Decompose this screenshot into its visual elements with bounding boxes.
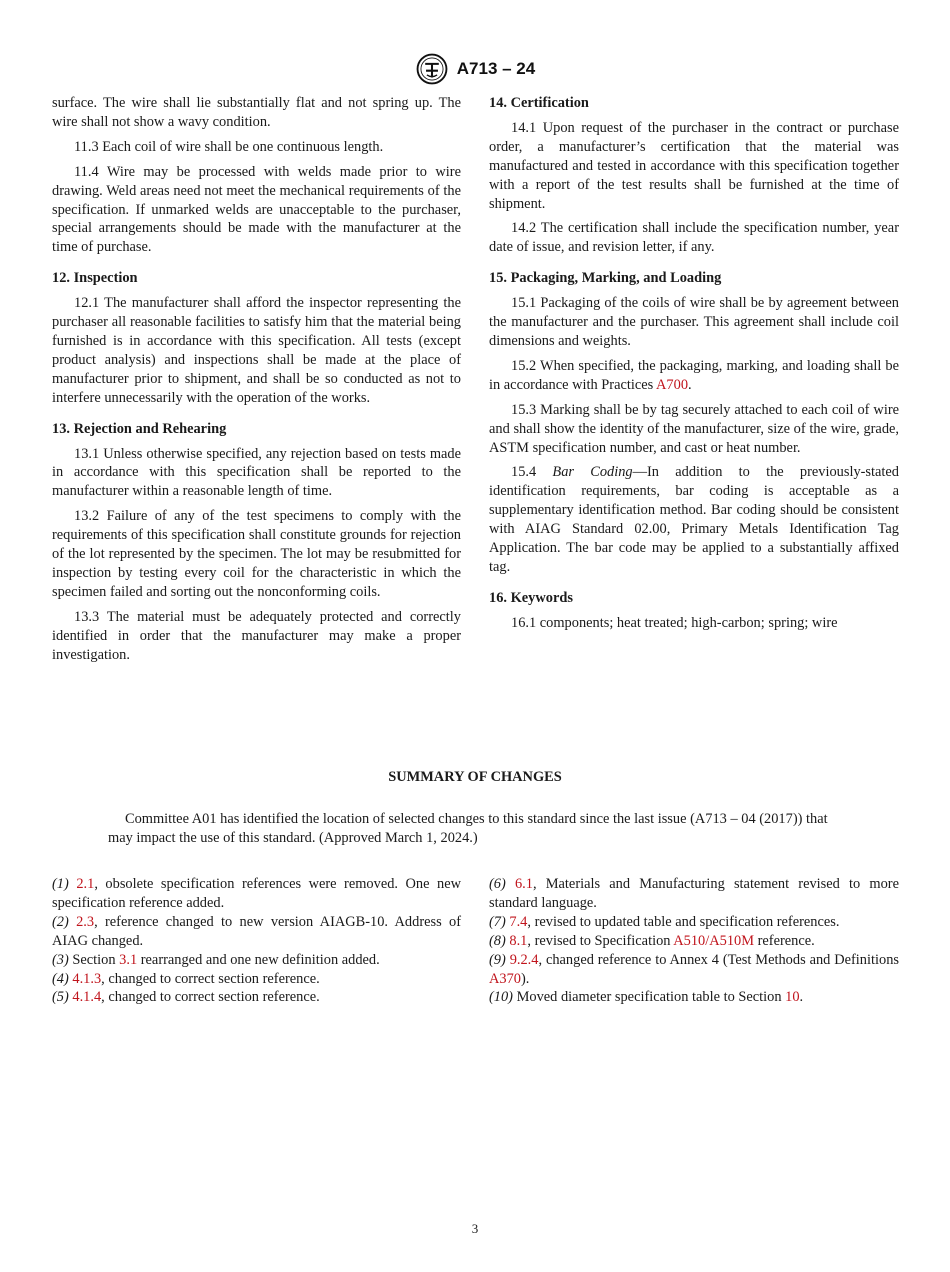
- change-prefix: Section: [68, 951, 120, 968]
- paragraph-13-3: 13.3 The material must be adequately protected and correctly identified in order that the manufacturer may make a proper investigation.: [52, 608, 461, 663]
- change-text: , changed to correct section reference.: [101, 970, 320, 987]
- paragraph-15-4-number: 15.4: [511, 464, 553, 481]
- section-15-heading: 15. Packaging, Marking, and Loading: [489, 270, 722, 287]
- change-item-4: [52, 970, 461, 989]
- change-item-2: [52, 913, 461, 951]
- section-14-heading: 14. Certification: [489, 95, 589, 111]
- change-text-end: reference.: [754, 932, 815, 949]
- paragraph-11-3: 11.3 Each coil of wire shall be one continuous length.: [74, 138, 384, 155]
- change-text-end: ).: [520, 970, 530, 987]
- paragraph-14-2: 14.2 The certification shall include the specification number, year date of issue, and revision letter, if any.: [489, 220, 899, 256]
- change-text: .: [799, 989, 804, 1006]
- link-section-4-1-3[interactable]: 4.1.3: [72, 970, 102, 987]
- paragraph-15-1: 15.1 Packaging of the coils of wire shall be by agreement between the manufacturer and the purchaser. This agreement shall include coil dimensions and weights.: [489, 295, 899, 349]
- change-prefix: Moved diameter specification table to Section: [512, 989, 786, 1006]
- link-section-7-4[interactable]: 7.4: [509, 913, 528, 930]
- change-number: (10): [489, 989, 513, 1006]
- paragraph-13-2: 13.2 Failure of any of the test specimens to comply with the requirements of this specification shall constitute grounds for rejection of the lot represented by the specimen. The lot may be resubmitted for inspection by testing every coil for the characteristic in which the specimen failed and sorting out the nonconforming coils.: [52, 508, 461, 600]
- summary-intro: Committee A01 has identified the location of selected changes to this standard since the last issue (A713 – 04 (2017)) that may impact the use of this standard. (Approved March 1, 2024.): [108, 811, 828, 846]
- change-number: (7): [489, 913, 506, 930]
- change-item-10: [489, 988, 899, 1007]
- summary-of-changes-title: SUMMARY OF CHANGES: [388, 769, 562, 785]
- section-13-heading: 13. Rejection and Rehearing: [52, 420, 227, 437]
- link-a700[interactable]: A700: [656, 376, 689, 393]
- section-12-heading: 12. Inspection: [52, 270, 138, 287]
- change-number: (8): [489, 932, 506, 949]
- change-item-7: [489, 913, 899, 932]
- page-header: [0, 52, 950, 91]
- change-text: , revised to Specification: [527, 932, 674, 949]
- change-item-8: [489, 932, 899, 951]
- change-item-9: [489, 951, 899, 989]
- link-section-6-1[interactable]: 6.1: [514, 876, 533, 892]
- standard-designation: A713 – 24: [456, 59, 536, 78]
- changes-list-right: [489, 875, 899, 1007]
- changes-list-left: [52, 875, 461, 1007]
- change-text: , reference changed to new version AIAGB-10. Address of AIAG changed.: [52, 913, 461, 949]
- link-a510[interactable]: A510/A510M: [673, 932, 755, 949]
- paragraph-12-1: 12.1 The manufacturer shall afford the inspector representing the purchaser all reasonable facilities to satisfy him that the material being furnished is in accordance with this specification. All tests (except product analysis) and inspections shall be made at the place of manufacturer prior to shipment, and shall be so conducted as not to interfere unnecessarily with the operation of the works.: [52, 295, 461, 406]
- paragraph-15-3: 15.3 Marking shall be by tag securely attached to each coil of wire and shall show the identity of the manufacturer, size of the wire, grade, ASTM specification number, and cast or heat number.: [489, 401, 899, 456]
- change-number: (2): [52, 913, 69, 930]
- link-a370[interactable]: A370: [489, 970, 521, 987]
- page-number: 3: [471, 1221, 479, 1236]
- right-column: [489, 94, 899, 639]
- paragraph-11-4: 11.4 Wire may be processed with welds made prior to wire drawing. Weld areas need not meet the mechanical requirements of the specification. If unmarked welds are unacceptable to the purchaser, special arrangements should be made with the manufacturer at the time of purchase.: [52, 163, 461, 256]
- paragraph-16-1: 16.1 components; heat treated; high-carbon; spring; wire: [511, 614, 838, 631]
- paragraph-15-4-text: —In addition to the previously-stated identification requirements, bar coding is acceptable as a supplementary identification method. Bar coding should be consistent with AIAG Standard 02.00, Primary Metals Identification Tag Application. The bar code may be applied to a substantially affixed tag.: [489, 464, 899, 575]
- change-text: , obsolete specification references were removed. One new specification reference added.: [52, 876, 461, 911]
- paragraph-15-4: [489, 463, 899, 576]
- change-text: , changed reference to Annex 4 (Test Methods and Definitions: [538, 951, 899, 968]
- astm-logo-icon: [415, 52, 449, 86]
- change-number: (5): [52, 989, 69, 1006]
- link-section-4-1-4[interactable]: 4.1.4: [72, 989, 102, 1006]
- change-number: (1): [52, 876, 69, 892]
- link-section-10[interactable]: 10: [785, 989, 800, 1006]
- link-section-2-1[interactable]: 2.1: [76, 876, 95, 892]
- change-number: (4): [52, 970, 69, 987]
- change-number: (3): [52, 951, 69, 968]
- link-section-3-1[interactable]: 3.1: [119, 951, 138, 968]
- change-text: , Materials and Manufacturing statement revised to more standard language.: [489, 876, 899, 911]
- paragraph-15-2: [489, 357, 899, 395]
- paragraph-15-2-text: 15.2 When specified, the packaging, marking, and loading shall be in accordance with Practices: [489, 357, 899, 393]
- link-section-8-1[interactable]: 8.1: [509, 932, 528, 949]
- left-column: [52, 94, 461, 670]
- link-section-2-3[interactable]: 2.3: [76, 913, 95, 930]
- paragraph-13-1: 13.1 Unless otherwise specified, any rejection based on tests made in accordance with this specification shall be reported to the manufacturer within a reasonable length of time.: [52, 445, 461, 500]
- paragraph-15-4-title: Bar Coding: [552, 464, 633, 481]
- section-16-heading: 16. Keywords: [489, 589, 573, 606]
- change-item-5: [52, 988, 461, 1007]
- paragraph-11-2-continued: surface. The wire shall lie substantially flat and not spring up. The wire shall not show a wavy condition.: [52, 95, 461, 130]
- change-item-6: [489, 875, 899, 913]
- change-number: (9): [489, 951, 506, 968]
- paragraph-14-1: 14.1 Upon request of the purchaser in the contract or purchase order, a manufacturer’s certification that the material was manufactured and tested in accordance with this specification together with a report of the test results shall be furnished at the time of shipment.: [489, 119, 899, 212]
- change-item-3: [52, 951, 461, 970]
- change-item-1: [52, 875, 461, 913]
- link-section-9-2-4[interactable]: 9.2.4: [509, 951, 539, 968]
- change-number: (6): [489, 876, 506, 892]
- paragraph-15-2-end: .: [688, 376, 692, 393]
- change-text: rearranged and one new definition added.: [137, 951, 380, 968]
- change-text: , changed to correct section reference.: [101, 989, 320, 1006]
- change-text: , revised to updated table and specification references.: [527, 913, 840, 930]
